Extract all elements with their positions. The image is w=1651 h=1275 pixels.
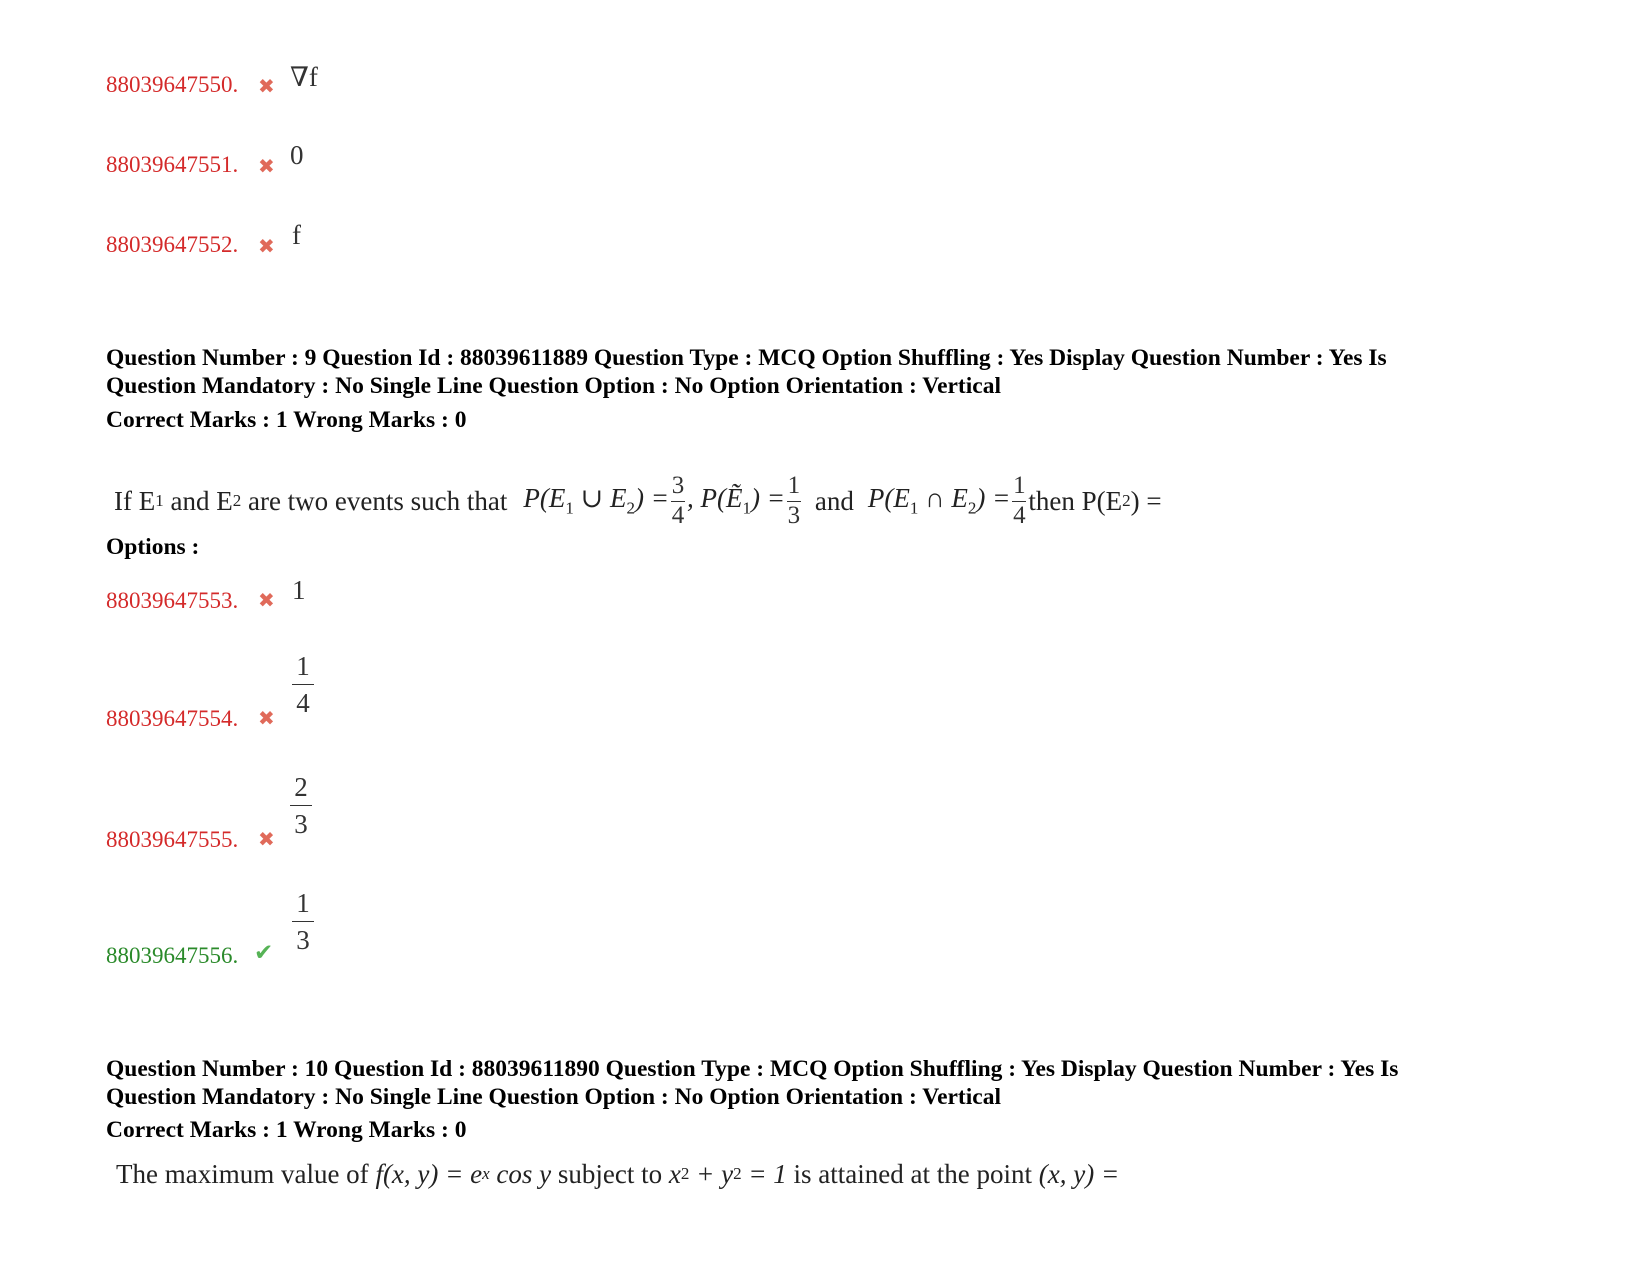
- sub: 1: [565, 498, 574, 518]
- q9-question-text: [114, 466, 1162, 536]
- wrong-mark-icon: ✖: [258, 588, 275, 612]
- option-value: ∇f: [290, 62, 318, 92]
- sub: 2: [232, 491, 242, 510]
- q10-marks: Correct Marks : 1 Wrong Marks : 0: [106, 1117, 467, 1143]
- q10-func: f(x, y) = e: [375, 1158, 483, 1189]
- q10-plus-y: + y: [689, 1158, 734, 1189]
- q10-eq-one: = 1: [741, 1158, 787, 1189]
- option-id: 88039647551.: [106, 152, 239, 177]
- frac-den: 4: [296, 688, 310, 719]
- prev-option-3: [106, 232, 238, 258]
- q10-header-line2: Question Mandatory : No Single Line Question Option : No Option Orientation : Vertical: [106, 1084, 1001, 1110]
- union-mid: ∪ E: [573, 483, 627, 514]
- prev-option-2: [106, 152, 238, 178]
- frac-den: 3: [296, 925, 310, 956]
- union-close: ) =: [635, 483, 669, 514]
- frac-den: 4: [671, 501, 685, 529]
- q10-cx: x: [668, 1158, 681, 1189]
- option-value: f: [292, 220, 301, 250]
- q9-text-events: are two events such that: [241, 485, 508, 516]
- frac-den: 3: [787, 501, 801, 529]
- frac-num: 1: [296, 888, 310, 918]
- option-id-correct: 88039647556.: [106, 943, 239, 968]
- sub: 1: [742, 498, 751, 518]
- q9-marks: Correct Marks : 1 Wrong Marks : 0: [106, 407, 467, 433]
- wrong-mark-icon: ✖: [258, 154, 275, 178]
- frac-num: 3: [671, 472, 685, 500]
- option-id: 88039647552.: [106, 232, 239, 257]
- frac-num: 1: [1013, 472, 1026, 500]
- inter-mid: ∩ E: [918, 483, 968, 514]
- inter-p: P(E: [867, 483, 910, 514]
- comp-close: ) =: [750, 483, 785, 514]
- q10-text-start: The maximum value of: [116, 1158, 376, 1189]
- sub: 2: [626, 498, 635, 518]
- option-value: 0: [290, 140, 304, 170]
- sub: 2: [967, 498, 977, 518]
- option-id: 88039647555.: [106, 827, 239, 852]
- intersection-expr: [868, 483, 1010, 518]
- sup: 2: [733, 1164, 742, 1183]
- frac-bar: [290, 805, 312, 806]
- comp-p: , P(Ẽ: [686, 483, 743, 514]
- q9-text-if: If E: [114, 485, 156, 516]
- options-label: Options :: [106, 534, 200, 560]
- q10-question-text: [116, 1154, 1119, 1194]
- frac-den: 4: [1013, 501, 1026, 529]
- q10-text-subject: subject to: [551, 1158, 669, 1189]
- sub: 1: [909, 498, 919, 518]
- sup: x: [482, 1164, 490, 1183]
- union-p: P(E: [523, 483, 566, 514]
- sup: 2: [680, 1164, 690, 1183]
- frac-num: 1: [787, 472, 801, 500]
- option-id: 88039647553.: [106, 588, 239, 613]
- q9-header: [106, 344, 1566, 400]
- option-fraction: [292, 889, 314, 955]
- option-fraction: [292, 652, 314, 718]
- frac-num: 1: [296, 651, 310, 681]
- sub: 1: [155, 491, 164, 510]
- prev-option-1: [106, 72, 238, 98]
- frac-num: 2: [294, 772, 308, 802]
- q10-cos: cos y: [489, 1158, 552, 1189]
- q9-then-close: ) =: [1130, 485, 1162, 516]
- complement-expr: [687, 483, 785, 518]
- frac-bar: [292, 921, 314, 922]
- sub: 2: [1122, 491, 1131, 510]
- q9-text-and2: and: [814, 485, 854, 516]
- q9-header-line1: Question Number : 9 Question Id : 88039611889 Question Type : MCQ Option Shuffling : Yes Display Question Number : Yes Is: [106, 345, 1387, 371]
- wrong-mark-icon: ✖: [258, 234, 275, 258]
- frac-den: 3: [294, 809, 308, 840]
- frac-bar: [292, 684, 314, 685]
- q9-header-line2: Question Mandatory : No Single Line Question Option : No Option Orientation : Vertical: [106, 373, 1001, 399]
- option-id: 88039647554.: [106, 706, 239, 731]
- q9-text-then: then P(E: [1028, 485, 1123, 516]
- q10-header: [106, 1055, 1566, 1111]
- q10-point: (x, y) =: [1038, 1158, 1120, 1189]
- fraction-1-4: [1012, 473, 1026, 529]
- inter-close: ) =: [976, 483, 1011, 514]
- fraction-3-4: [671, 473, 685, 529]
- wrong-mark-icon: ✖: [258, 706, 275, 730]
- check-mark-icon: ✔: [254, 940, 274, 966]
- option-value: 1: [292, 575, 306, 605]
- q9-text-and: and E: [163, 485, 233, 516]
- fraction-1-3: [787, 473, 801, 529]
- option-fraction: [290, 773, 312, 839]
- q10-header-line1: Question Number : 10 Question Id : 88039611890 Question Type : MCQ Option Shuffling : Yes Display Question Number : Yes Is: [106, 1056, 1399, 1082]
- option-id: 88039647550.: [106, 72, 239, 97]
- q10-text-attained: is attained at the point: [786, 1158, 1039, 1189]
- wrong-mark-icon: ✖: [258, 827, 275, 851]
- wrong-mark-icon: ✖: [258, 74, 275, 98]
- union-expr: [523, 483, 669, 518]
